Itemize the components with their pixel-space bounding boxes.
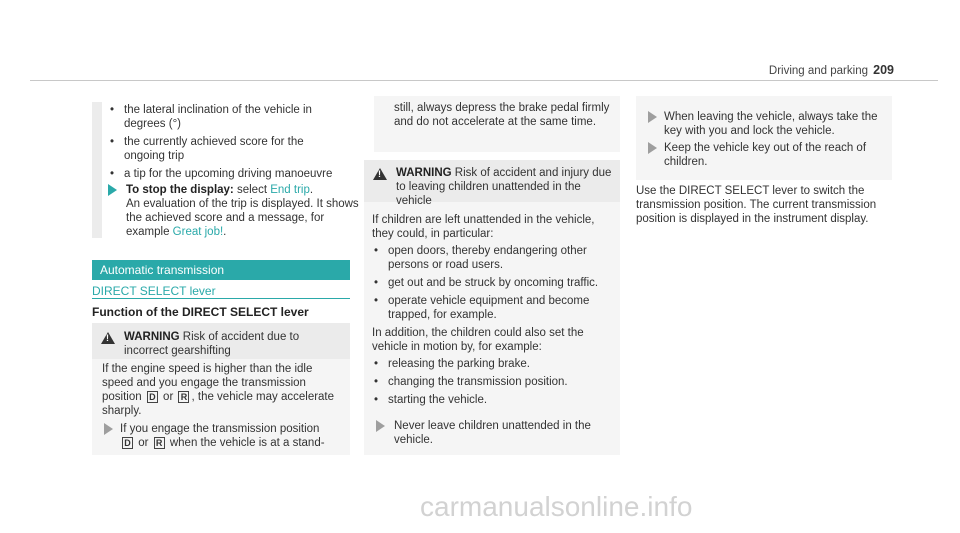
list-item: • starting the vehicle. xyxy=(372,393,612,407)
paragraph: If children are left unattended in the vehicle, they could, in particular: xyxy=(372,214,595,240)
usage-paragraph: Use the DIRECT SELECT lever to switch the transmission position. The current transmission position is displayed in the instrument display. xyxy=(636,185,877,225)
warning-action xyxy=(120,422,342,450)
info-sidebar-bar xyxy=(92,102,102,238)
list-item: • the lateral inclination of the vehicle in degrees (°) xyxy=(108,103,346,131)
watermark: carmanualsonline.info xyxy=(420,491,693,522)
warning-body-text-2: , the vehicle may accelerate sharply. xyxy=(102,391,335,417)
instruction-step: To stop the display: select End trip. An evaluation of the trip is displayed. It shows the achieved score and a message, for example Great job!. xyxy=(108,183,366,239)
list-item: • the currently achieved score for the ongoing trip xyxy=(108,135,346,163)
list-item: • get out and be struck by oncoming traffic. xyxy=(372,276,612,290)
action-arrow-icon xyxy=(376,420,385,432)
end-trip-link[interactable]: End trip xyxy=(270,184,310,196)
warning-heading xyxy=(124,330,344,358)
great-job-link[interactable]: Great job! xyxy=(172,226,224,238)
list-item: • a tip for the upcoming driving manoeuvre xyxy=(108,167,346,181)
warning-action-text-2: when the vehicle is at a stand- xyxy=(169,437,325,449)
step-select-word: select xyxy=(236,184,268,196)
warning-action-children: Never leave children unattended in the vehicle. xyxy=(394,420,591,446)
or-word: or xyxy=(138,437,149,449)
subsection-title: DIRECT SELECT lever xyxy=(92,284,216,298)
gear-d-symbol: D xyxy=(122,437,133,449)
warning-label: WARNING xyxy=(124,331,180,343)
warning-text: Risk of accident and injury due to leaving children unattended in the vehicle xyxy=(396,167,612,207)
continued-text: still, always depress the brake pedal firmly and do not accelerate at the same time. xyxy=(394,102,610,128)
list-item: • operate vehicle equipment and become trapped, for example. xyxy=(372,294,612,322)
gear-r-symbol: R xyxy=(178,391,189,403)
bullet-list xyxy=(372,357,612,407)
step-description: An evaluation of the trip is displayed. It shows the achieved score and a message, for example xyxy=(126,198,359,238)
action-arrow-icon xyxy=(104,423,113,435)
bullet-list xyxy=(372,244,612,322)
list-item: • releasing the parking brake. xyxy=(372,357,612,371)
list-item: • changing the transmission position. xyxy=(372,375,612,389)
action-arrow-icon xyxy=(648,142,657,154)
warning-icon xyxy=(101,332,115,344)
gear-r-symbol: R xyxy=(154,437,165,449)
warning-body xyxy=(102,362,342,418)
warning-action: When leaving the vehicle, always take the key with you and lock the vehicle. xyxy=(664,111,878,137)
or-word: or xyxy=(163,391,174,403)
running-header: Driving and parking xyxy=(768,65,868,77)
warning-text: Risk of accident due to incorrect gearshifting xyxy=(124,331,300,357)
warning-label: WARNING xyxy=(396,167,452,179)
page-number: 209 xyxy=(873,63,894,77)
function-title: Function of the DIRECT SELECT lever xyxy=(92,305,309,319)
action-arrow-icon xyxy=(648,111,657,123)
subsection-divider xyxy=(92,298,350,299)
warning-icon xyxy=(373,168,387,180)
header-divider xyxy=(30,80,938,81)
step-heading: To stop the display: xyxy=(126,184,234,196)
bullet-list xyxy=(108,103,346,185)
warning-action-text: If you engage the transmission position xyxy=(120,423,320,435)
list-item: • open doors, thereby endangering other persons or road users. xyxy=(372,244,612,272)
action-arrow-icon xyxy=(108,184,117,196)
warning-action: Keep the vehicle key out of the reach of children. xyxy=(664,142,867,168)
warning-heading-children xyxy=(396,166,616,208)
continued-gutter xyxy=(364,96,374,152)
warning-body-text: If the engine speed is higher than the idle speed and you engage the transmission position xyxy=(102,363,313,403)
section-title: Automatic transmission xyxy=(92,260,350,280)
gear-d-symbol: D xyxy=(147,391,158,403)
paragraph: In addition, the children could also set the vehicle in motion by, for example: xyxy=(372,327,584,353)
warning-body-children xyxy=(372,213,612,411)
